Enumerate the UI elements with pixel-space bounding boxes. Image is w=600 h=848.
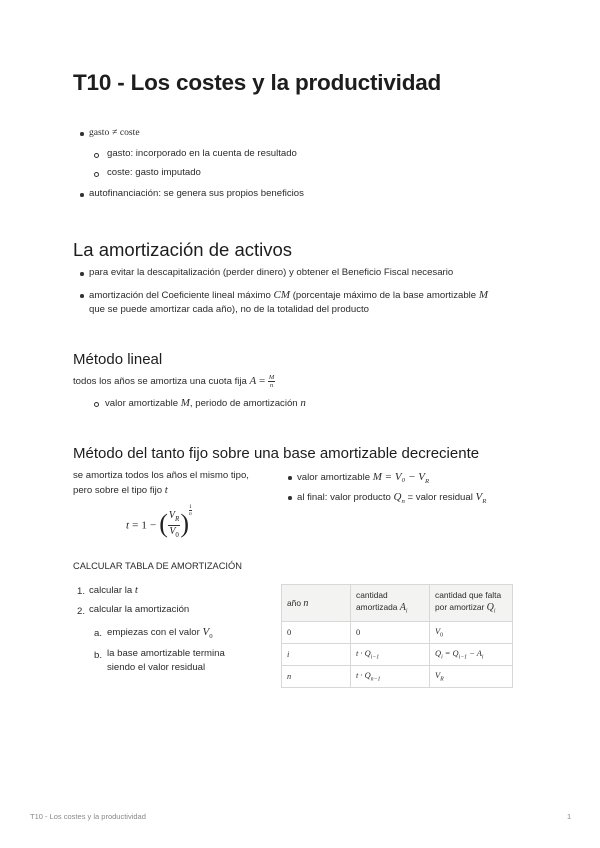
bullet-dot — [80, 294, 84, 298]
cell-rest-eq-sub: i−1 — [458, 654, 468, 661]
tanto-line2-label: pero sobre el tipo fijo — [73, 485, 163, 496]
amort-bullet2-line2: que se puede amortizar cada año), no de la totalidad del producto — [89, 304, 370, 315]
section-heading-lineal: Método lineal — [73, 351, 163, 368]
step-a-label: empiezas con el valor — [107, 627, 200, 638]
step1-label: calcular la — [89, 585, 133, 596]
cell-amort-q: t · Q — [356, 671, 371, 681]
table-header-row — [282, 585, 513, 622]
table-row — [282, 644, 513, 666]
cell-year: n — [282, 666, 351, 688]
t-symbol: t — [134, 584, 138, 596]
cell-amort — [351, 644, 430, 666]
tanto-formula: t = 1 − ( $\frac{V_R}{V_0}$ ) $\frac{1}{n}$ — [126, 504, 192, 539]
table-row — [282, 666, 513, 688]
page-title: T10 - Los costes y la productividad — [73, 70, 442, 95]
cell-amort-sub: n−1 — [370, 676, 381, 683]
amort-bullet1: para evitar la descapitalización (perder dinero) y obtener el Beneficio Fiscal necesario — [89, 267, 454, 278]
q-sub: i — [493, 608, 496, 615]
r2-pre: al final: valor producto — [297, 492, 391, 503]
tanto-right-b2 — [297, 490, 486, 509]
cell-rest-v: V — [435, 671, 441, 681]
intro-autofin: autofinanciación: se genera sus propios beneficios — [89, 188, 304, 199]
bullet-dot — [288, 496, 292, 500]
exp-den: n — [188, 511, 192, 517]
bullet-dot — [288, 476, 292, 480]
bullet-ring — [94, 402, 99, 407]
cm-symbol: CM — [273, 289, 291, 301]
cell-rest-tail: − A — [467, 649, 482, 659]
r1-pre: valor amortizable — [297, 472, 371, 483]
calc-heading: CALCULAR TABLA DE AMORTIZACIÓN — [73, 561, 242, 571]
coste-label: coste — [119, 127, 140, 138]
v-symbol: V — [475, 491, 483, 503]
cell-year: i — [282, 644, 351, 666]
step-b-line1: la base amortizable termina — [107, 648, 225, 659]
amort-b2-pre: amortización del Coeficiente lineal máximo — [89, 290, 271, 301]
n-symbol: n — [303, 597, 309, 609]
frac-den: n — [269, 382, 274, 389]
bullet-dot — [80, 272, 84, 276]
section-heading-tanto-fijo: Método del tanto fijo sobre una base amortizable decreciente — [73, 445, 480, 462]
m-over-n-fraction — [268, 374, 275, 389]
cell-amort: 0 — [351, 622, 430, 644]
step2: calcular la amortización — [89, 604, 190, 615]
amort-b2-mid: (porcentaje máximo de la base amortizable — [292, 290, 477, 301]
step-letter: a. — [94, 628, 103, 639]
vr-over-v0 — [168, 510, 180, 541]
cell-rest — [430, 622, 513, 644]
bullet-ring — [94, 153, 99, 158]
header-amort-l2: amortizada — [356, 601, 398, 612]
v0-sub: 0 — [175, 531, 179, 539]
m-symbol: M — [478, 289, 488, 301]
header-year — [282, 585, 351, 622]
v-sub: R — [482, 497, 487, 505]
table-row — [282, 622, 513, 644]
section-heading-amortizacion: La amortización de activos — [73, 239, 293, 260]
cell-rest-q: Q — [435, 649, 442, 659]
v-sub: 0 — [209, 632, 213, 640]
footer-title: T10 - Los costes y la productividad — [30, 812, 146, 821]
r1-sub: R — [425, 477, 430, 485]
cell-amort-q: t · Q — [356, 649, 371, 659]
header-remaining — [430, 585, 513, 622]
amort-bullet2-line1 — [89, 288, 488, 303]
formula-lhs: t — [126, 519, 130, 532]
lineal-sub — [105, 396, 306, 411]
header-amort-l1: cantidad — [356, 589, 388, 600]
cell-amort — [351, 666, 430, 688]
tanto-line1: se amortiza todos los años el mismo tipo, — [73, 470, 249, 481]
a-sub: i — [405, 608, 408, 615]
bullet-dot — [80, 132, 84, 136]
step1 — [89, 583, 138, 598]
cell-year: 0 — [282, 622, 351, 644]
lineal-sub-mid: , periodo de amortización — [189, 398, 298, 409]
intro-sub1: gasto: incorporado en la cuenta de resultado — [107, 148, 297, 159]
a-symbol: A — [249, 375, 257, 388]
frac-num: M — [268, 374, 275, 381]
exponent-fraction — [189, 504, 192, 517]
vr-v: V — [168, 510, 176, 521]
footer-page-number: 1 — [567, 812, 572, 821]
m-symbol: M — [180, 397, 190, 409]
cell-rest — [430, 666, 513, 688]
bullet-dot — [80, 193, 84, 197]
q-symbol: Q — [486, 601, 494, 613]
lineal-text: todos los años se amortiza una cuota fija A = $\frac{M}{n}$ — [73, 374, 275, 389]
gasto-label: gasto — [89, 127, 110, 138]
step-number: 1. — [77, 586, 86, 597]
t-symbol: t — [164, 484, 168, 496]
cell-rest-v: V — [435, 627, 441, 637]
bullet-ring — [94, 172, 99, 177]
step-number: 2. — [77, 606, 86, 617]
amortization-table — [281, 584, 513, 688]
cell-rest-sub: R — [440, 676, 444, 683]
cell-rest-sub: 0 — [440, 632, 444, 639]
intro-sub2: coste: gasto imputado — [107, 167, 201, 178]
header-rest-l1: cantidad que falta — [435, 589, 502, 600]
lineal-text-label: todos los años se amortiza una cuota fija — [73, 376, 247, 388]
v0-v: V — [169, 526, 176, 537]
header-amortized — [351, 585, 430, 622]
r1-math: M = V₀ − V — [372, 471, 426, 483]
cell-rest — [430, 644, 513, 666]
a-symbol: A — [399, 601, 406, 613]
r2-mid: = valor residual — [407, 492, 473, 503]
step-letter: b. — [94, 650, 103, 661]
cell-amort-sub: i−1 — [370, 654, 380, 661]
cell-rest-eq: = Q — [442, 649, 459, 659]
step-a — [107, 625, 213, 644]
header-year-label: año — [287, 597, 301, 608]
exp-num: 1 — [188, 504, 192, 510]
cell-rest-tail-sub: i — [481, 654, 484, 661]
q-symbol: Q — [393, 491, 402, 503]
step-b-line2: siendo el valor residual — [107, 662, 206, 673]
vr-sub: R — [175, 515, 180, 523]
tanto-line2 — [73, 483, 168, 498]
neq-symbol: ≠ — [111, 127, 118, 138]
cell-rest-sub: i — [441, 654, 443, 661]
formula-one: 1 — [141, 519, 147, 532]
q-sub: n — [401, 497, 405, 505]
tanto-right-b1 — [297, 470, 429, 489]
gasto-neq-coste — [89, 126, 140, 140]
header-rest-l2: por amortizar — [435, 601, 485, 612]
n-symbol: n — [300, 397, 306, 409]
v-symbol: V — [202, 626, 210, 638]
lineal-sub-pre: valor amortizable — [105, 398, 179, 409]
